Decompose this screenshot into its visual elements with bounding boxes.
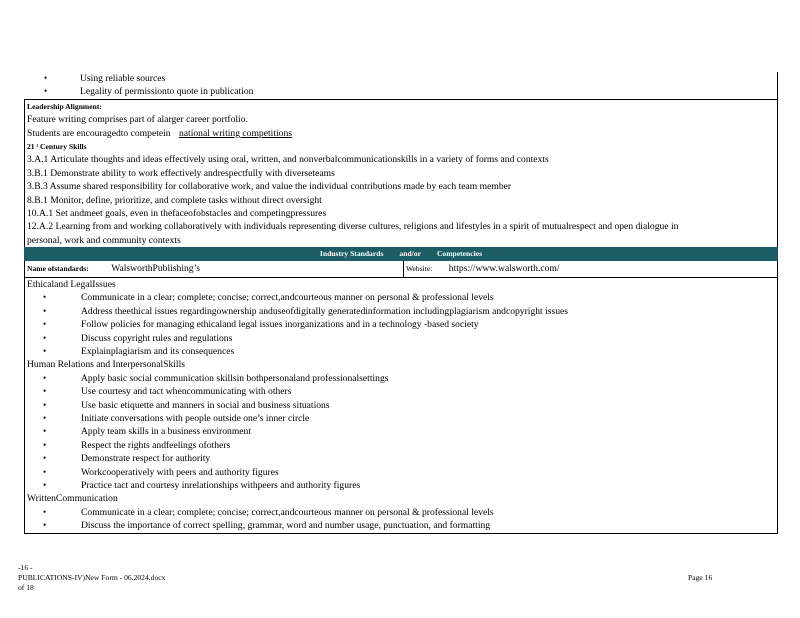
page-of: of 18 (18, 583, 34, 592)
bullet-icon: • (44, 73, 48, 83)
section-heading: Ethicaland LegalIssues (27, 279, 116, 291)
leadership-line: Feature writing comprises part of alarger career portfolio. (27, 114, 248, 126)
standards-row (24, 261, 778, 278)
bullet-icon: • (43, 386, 47, 397)
bullet-icon: • (43, 305, 47, 316)
list-item: • Use basic etiquette and manners in social and business situations (43, 399, 330, 411)
bullet-icon: • (43, 506, 47, 517)
bullet-icon: • (43, 372, 47, 383)
list-item: • Communicate in a clear; complete; concise; correct,andcourteous manner on personal & professional levels (43, 506, 494, 518)
leadership-section (24, 99, 778, 247)
list-item: • Explainplagiarism and its consequences (43, 346, 235, 358)
page-footer (18, 563, 165, 593)
list-item: • Using reliable sources (44, 73, 166, 84)
bullet-icon: • (43, 466, 47, 477)
top-bullet-list (0, 72, 778, 99)
century-item-continued: personal, work and community contexts (27, 234, 181, 246)
page-number: Page 16 (688, 573, 713, 582)
bullet-icon: • (43, 479, 47, 490)
bullet-icon: • (43, 453, 47, 464)
bullet-icon: • (43, 319, 47, 330)
competency-sections (24, 278, 778, 533)
century-item: 3.A.1 Articulate thoughts and ideas effectively using oral, written, and nonverbalcommunicationskills in a variety of forms and contexts (27, 154, 549, 166)
list-item: • Initiate conversations with people outside one’s inner circle (43, 412, 310, 424)
bullet-icon: • (43, 412, 47, 423)
standards-name-value: WalsworthPublishing’s (111, 263, 200, 275)
list-item: • Practice tact and courtesy inrelationships withpeers and authority figures (43, 479, 361, 491)
century-heading: 21 ᵗ Century Skills (27, 141, 87, 151)
bullet-icon: • (43, 292, 47, 303)
list-item: • Workcooperatively with peers and authority figures (43, 466, 279, 478)
list-item: • Apply team skills in a business environment (43, 426, 252, 438)
list-item: • Follow policies for managing ethicaland legal issues inorganizations and in a technology -based society (43, 319, 479, 331)
list-item: • Address theethical issues regardingownership anduseofdigitally generatedinformation includingplagiarism andcopyright issues (43, 305, 569, 317)
document-page (24, 72, 778, 534)
century-item: 10.A.1 Set andmeet goals, even in thefaceofobstacles and competingpressures (27, 207, 327, 219)
bullet-icon: • (43, 439, 47, 450)
list-item: • Respect the rights andfeelings ofothers (43, 439, 231, 451)
website-link[interactable]: https://www.walsworth.com/ (448, 263, 560, 275)
list-item: • Apply basic social communication skillsin bothpersonaland professionalsettings (43, 372, 389, 384)
century-item: 3.B.3 Assume shared responsibility for collaborative work, and value the individual contributions made by each team member (27, 181, 512, 193)
list-item: • Use courtesy and tact whencommunicating with others (43, 386, 292, 398)
century-item: 8.B.1 Monitor, define, prioritize, and complete tasks without direct oversight (27, 194, 322, 206)
standards-name-label: Name ofstandards: (27, 264, 89, 274)
section-heading: WrittenCommunication (27, 493, 118, 505)
competitions-link[interactable]: national writing competitions (179, 127, 292, 139)
bullet-icon: • (43, 426, 47, 437)
century-item: 3.B.1 Demonstrate ability to work effectively andrespectfully with diverseteams (27, 167, 335, 179)
list-item: • Communicate in a clear; complete; concise; correct,andcourteous manner on personal & professional levels (43, 292, 494, 304)
bullet-icon: • (43, 520, 47, 531)
leadership-heading: Leadership Alignment: (27, 101, 102, 111)
bullet-icon: • (44, 86, 48, 97)
bullet-icon: • (43, 346, 47, 357)
list-item: • Discuss copyright rules and regulations (43, 332, 233, 344)
standards-banner: Industry Standards and/or Competencies (24, 247, 778, 261)
website-label: Website: (406, 264, 433, 274)
leadership-line: Students are encouragedto competein national writing competitions (27, 127, 292, 139)
list-item: • Demonstrate respect for authority (43, 453, 211, 465)
bullet-icon: • (43, 399, 47, 410)
page-marker: -16 - (18, 563, 33, 572)
bullet-icon: • (43, 332, 47, 343)
century-item: 12.A.2 Learning from and working collaboratively with individuals representing diverse cultures, religions and lifestyles in a spirit of mutualrespect and open dialogue in (27, 221, 679, 233)
section-heading: Human Relations and InterpersonalSkills (27, 359, 186, 371)
file-path: PUBLICATIONS-IV)New Form - 06.2024.docx (18, 573, 166, 582)
list-item: • Discuss the importance of correct spelling, grammar, word and number usage, punctuation, and formatting (43, 520, 491, 532)
list-item: • Legality of permissionto quote in publication (44, 86, 254, 98)
